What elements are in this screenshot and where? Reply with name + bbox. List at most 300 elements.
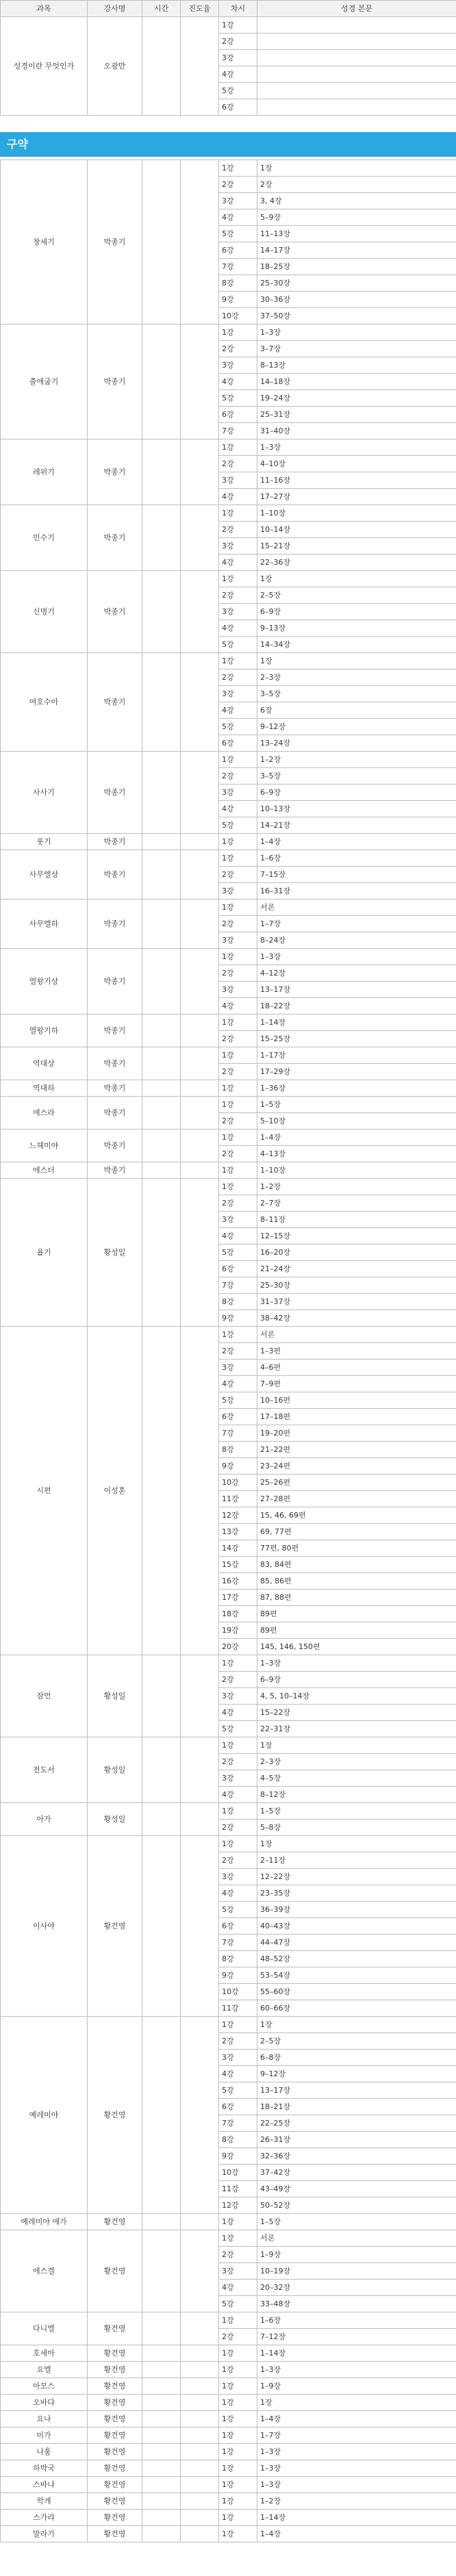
session-cell: 1강 (219, 653, 257, 669)
session-cell: 3강 (219, 50, 257, 66)
table-row (1, 1737, 456, 1754)
session-cell: 3강 (219, 1360, 257, 1376)
scripture-cell: 15–22장 (257, 1705, 456, 1721)
session-cell: 5강 (219, 1721, 257, 1737)
course-name: 오바댜 (1, 2395, 88, 2411)
session-cell: 6강 (219, 407, 257, 423)
scripture-cell: 1장 (257, 571, 456, 587)
scripture-cell: 1장 (257, 2017, 456, 2033)
scripture-cell: 5–10장 (257, 1113, 456, 1130)
session-cell: 8강 (219, 1951, 257, 1967)
course-name: 아모스 (1, 2378, 88, 2395)
scripture-cell: 1–9장 (257, 2378, 456, 2395)
scripture-cell: 1–7장 (257, 2427, 456, 2444)
session-cell: 3강 (219, 538, 257, 554)
session-cell: 6강 (219, 1409, 257, 1425)
scripture-cell: 20–32장 (257, 2280, 456, 2296)
progress-cell (181, 1803, 219, 1836)
scripture-cell: 8–13장 (257, 357, 456, 374)
time-cell (142, 1047, 181, 1080)
session-cell: 4강 (219, 66, 257, 83)
time-cell (142, 850, 181, 900)
table-row (1, 850, 456, 867)
session-cell: 6강 (219, 1918, 257, 1935)
session-cell: 10강 (219, 2165, 257, 2181)
time-cell (142, 2411, 181, 2427)
table-row (1, 2411, 456, 2427)
table-row (1, 1655, 456, 1672)
scripture-cell: 1–5장 (257, 1097, 456, 1113)
course-teacher: 황건영 (88, 2460, 142, 2477)
course-teacher: 박종기 (88, 1130, 142, 1162)
time-cell (142, 949, 181, 1015)
scripture-cell: 1–3장 (257, 324, 456, 341)
table-row (1, 324, 456, 341)
session-cell: 2강 (219, 1031, 257, 1047)
scripture-cell: 69, 77편 (257, 1524, 456, 1540)
scripture-cell: 13–17장 (257, 2082, 456, 2099)
course-teacher: 황건영 (88, 2477, 142, 2493)
scripture-cell: 14–17장 (257, 242, 456, 259)
course-teacher: 박종기 (88, 160, 142, 324)
scripture-cell: 2–3장 (257, 1754, 456, 1770)
scripture-cell: 43–49장 (257, 2181, 456, 2197)
session-cell: 5강 (219, 1902, 257, 1918)
scripture-cell: 4–12장 (257, 965, 456, 982)
scripture-cell: 23–24편 (257, 1458, 456, 1475)
progress-cell (181, 505, 219, 571)
session-cell: 4강 (219, 1705, 257, 1721)
scripture-cell: 15, 46, 69편 (257, 1507, 456, 1524)
progress-cell (181, 571, 219, 653)
scripture-cell: 26–31장 (257, 2132, 456, 2148)
session-cell: 1강 (219, 2510, 257, 2526)
table-row (1, 2362, 456, 2378)
progress-cell (181, 1015, 219, 1047)
scripture-cell: 22–36장 (257, 554, 456, 571)
scripture-cell: 31–40장 (257, 423, 456, 439)
session-cell: 1강 (219, 17, 257, 34)
session-cell: 2강 (219, 1064, 257, 1080)
table-row (1, 1047, 456, 1064)
course-name: 이사야 (1, 1836, 88, 2017)
scripture-cell: 1–5장 (257, 2214, 456, 2230)
course-teacher: 황건영 (88, 2395, 142, 2411)
scripture-cell: 6–9장 (257, 1672, 456, 1688)
session-cell: 1강 (219, 2230, 257, 2247)
scripture-cell: 1–6장 (257, 850, 456, 867)
table-row (1, 834, 456, 850)
session-cell: 2강 (219, 1195, 257, 1212)
scripture-cell: 8–11장 (257, 1212, 456, 1228)
table-row (1, 1097, 456, 1113)
scripture-cell: 4–13장 (257, 1146, 456, 1162)
scripture-cell: 1–3장 (257, 439, 456, 456)
time-cell (142, 2362, 181, 2378)
session-cell: 9강 (219, 1458, 257, 1475)
progress-cell (181, 2460, 219, 2477)
session-cell: 1강 (219, 1655, 257, 1672)
scripture-cell: 9–13장 (257, 620, 456, 637)
scripture-cell: 50–52장 (257, 2197, 456, 2214)
table-row (1, 1130, 456, 1146)
table-row (1, 1803, 456, 1820)
scripture-cell: 14–34장 (257, 637, 456, 653)
scripture-cell: 4–5장 (257, 1770, 456, 1787)
course-teacher: 박종기 (88, 1097, 142, 1130)
progress-cell (181, 949, 219, 1015)
time-cell (142, 2230, 181, 2312)
session-cell: 12강 (219, 2197, 257, 2214)
scripture-cell (257, 17, 456, 34)
table-row (1, 2460, 456, 2477)
course-teacher: 박종기 (88, 850, 142, 900)
course-name: 요엘 (1, 2362, 88, 2378)
scripture-cell: 1–2장 (257, 2493, 456, 2510)
scripture-cell: 1장 (257, 653, 456, 669)
session-cell: 2강 (219, 1113, 257, 1130)
course-teacher: 황건영 (88, 1836, 142, 2017)
scripture-cell: 서론 (257, 900, 456, 916)
course-teacher: 박종기 (88, 1047, 142, 1080)
table-row (1, 2214, 456, 2230)
scripture-cell: 2–7장 (257, 1195, 456, 1212)
progress-cell (181, 2230, 219, 2312)
scripture-cell (257, 99, 456, 116)
scripture-cell: 27–28편 (257, 1491, 456, 1507)
session-cell: 6강 (219, 242, 257, 259)
session-cell: 1강 (219, 900, 257, 916)
scripture-cell: 77편, 80편 (257, 1540, 456, 1557)
session-cell: 2강 (219, 2033, 257, 2050)
scripture-cell: 1–9장 (257, 2247, 456, 2263)
table-row (1, 2395, 456, 2411)
session-cell: 1강 (219, 439, 257, 456)
course-name: 나훔 (1, 2444, 88, 2460)
scripture-cell: 21–24장 (257, 1261, 456, 1277)
course-teacher: 황건영 (88, 2345, 142, 2362)
scripture-cell: 7–12장 (257, 2329, 456, 2345)
scripture-cell: 16–20장 (257, 1245, 456, 1261)
scripture-cell: 1–6장 (257, 2312, 456, 2329)
course-name: 에스더 (1, 1162, 88, 1179)
course-name: 민수기 (1, 505, 88, 571)
scripture-cell: 4–10장 (257, 456, 456, 472)
progress-cell (181, 1327, 219, 1655)
session-cell: 5강 (219, 817, 257, 834)
header-row (1, 1, 456, 17)
scripture-cell: 6–9장 (257, 604, 456, 620)
time-cell (142, 1130, 181, 1162)
session-cell: 5강 (219, 1392, 257, 1409)
session-cell: 11강 (219, 1491, 257, 1507)
scripture-cell: 19–20편 (257, 1425, 456, 1442)
time-cell (142, 2312, 181, 2345)
scripture-cell: 53–54장 (257, 1967, 456, 1984)
session-cell: 8강 (219, 1294, 257, 1310)
session-cell: 18강 (219, 1606, 257, 1622)
course-teacher: 황건영 (88, 2362, 142, 2378)
session-cell: 1강 (219, 2214, 257, 2230)
session-cell: 6강 (219, 99, 257, 116)
course-name: 신명기 (1, 571, 88, 653)
scripture-cell: 38–42장 (257, 1310, 456, 1327)
table-row (1, 160, 456, 177)
session-cell: 9강 (219, 1310, 257, 1327)
course-teacher: 오광만 (88, 17, 142, 116)
session-cell: 1강 (219, 2444, 257, 2460)
scripture-cell: 3–7장 (257, 341, 456, 357)
session-cell: 5강 (219, 637, 257, 653)
scripture-cell (257, 66, 456, 83)
scripture-cell: 1–3편 (257, 1343, 456, 1360)
time-cell (142, 2378, 181, 2395)
time-cell (142, 160, 181, 324)
course-teacher: 박종기 (88, 1015, 142, 1047)
scripture-cell: 1–14장 (257, 2510, 456, 2526)
scripture-cell: 8–24장 (257, 932, 456, 949)
table-row (1, 571, 456, 587)
scripture-cell: 서론 (257, 1327, 456, 1343)
table-row (1, 1080, 456, 1097)
course-name: 예레미야 (1, 2017, 88, 2214)
scripture-cell: 9–12장 (257, 719, 456, 735)
time-cell (142, 2017, 181, 2214)
scripture-cell: 2–5장 (257, 2033, 456, 2050)
session-cell: 2강 (219, 669, 257, 686)
table-row (1, 2526, 456, 2542)
scripture-cell: 89편 (257, 1606, 456, 1622)
scripture-cell: 22–25장 (257, 2115, 456, 2132)
session-cell: 2강 (219, 1820, 257, 1836)
session-cell: 2강 (219, 1343, 257, 1360)
scripture-cell: 11–13장 (257, 226, 456, 242)
session-cell: 2강 (219, 1146, 257, 1162)
course-teacher: 박종기 (88, 1162, 142, 1179)
session-cell: 1강 (219, 2427, 257, 2444)
scripture-cell: 2장 (257, 177, 456, 193)
scripture-cell: 10–19장 (257, 2263, 456, 2280)
time-cell (142, 1097, 181, 1130)
scripture-cell: 25–26편 (257, 1475, 456, 1491)
scripture-cell: 44–47장 (257, 1935, 456, 1951)
progress-cell (181, 439, 219, 505)
scripture-cell: 23–35장 (257, 1885, 456, 1902)
scripture-cell: 15–25장 (257, 1031, 456, 1047)
session-cell: 6강 (219, 735, 257, 752)
scripture-cell: 1–2장 (257, 752, 456, 768)
session-cell: 3강 (219, 686, 257, 702)
scripture-cell: 7–9편 (257, 1376, 456, 1392)
session-cell: 7강 (219, 1935, 257, 1951)
session-cell: 2강 (219, 456, 257, 472)
course-teacher: 황건영 (88, 2312, 142, 2345)
course-teacher: 박종기 (88, 900, 142, 949)
session-cell: 1강 (219, 1047, 257, 1064)
course-name: 잠언 (1, 1655, 88, 1737)
course-name: 출애굽기 (1, 324, 88, 439)
courses-body (1, 160, 456, 2542)
session-cell: 1강 (219, 2345, 257, 2362)
scripture-cell: 3–5장 (257, 768, 456, 785)
scripture-cell: 89편 (257, 1622, 456, 1639)
table-row (1, 2444, 456, 2460)
course-teacher: 황건영 (88, 2378, 142, 2395)
session-cell: 1강 (219, 1130, 257, 1146)
scripture-cell: 1–17장 (257, 1047, 456, 1064)
session-cell: 2강 (219, 587, 257, 604)
progress-cell (181, 850, 219, 900)
time-cell (142, 653, 181, 752)
scripture-cell (257, 50, 456, 66)
time-cell (142, 1655, 181, 1737)
table-row (1, 1327, 456, 1343)
scripture-cell: 9–12장 (257, 2066, 456, 2082)
table-row (1, 2477, 456, 2493)
session-cell: 1강 (219, 571, 257, 587)
course-name: 다니엘 (1, 2312, 88, 2345)
session-cell: 5강 (219, 2296, 257, 2312)
session-cell: 1강 (219, 1327, 257, 1343)
scripture-cell: 55–60장 (257, 1984, 456, 2000)
course-name: 시편 (1, 1327, 88, 1655)
progress-cell (181, 1836, 219, 2017)
progress-cell (181, 900, 219, 949)
table-row (1, 752, 456, 768)
scripture-cell: 21–22편 (257, 1442, 456, 1458)
time-cell (142, 834, 181, 850)
session-cell: 19강 (219, 1622, 257, 1639)
course-name: 호세아 (1, 2345, 88, 2362)
session-cell: 2강 (219, 2329, 257, 2345)
progress-cell (181, 1179, 219, 1327)
time-cell (142, 2477, 181, 2493)
session-cell: 3강 (219, 604, 257, 620)
session-cell: 9강 (219, 1967, 257, 1984)
session-cell: 1강 (219, 834, 257, 850)
session-cell: 2강 (219, 768, 257, 785)
time-cell (142, 2493, 181, 2510)
progress-cell (181, 2214, 219, 2230)
table-row (1, 1162, 456, 1179)
progress-cell (181, 324, 219, 439)
course-name: 미가 (1, 2427, 88, 2444)
session-cell: 12강 (219, 1507, 257, 1524)
session-cell: 2강 (219, 522, 257, 538)
time-cell (142, 1836, 181, 2017)
session-cell: 4강 (219, 702, 257, 719)
scripture-cell: 1–3장 (257, 2444, 456, 2460)
session-cell: 7강 (219, 1425, 257, 1442)
scripture-cell: 33–48장 (257, 2296, 456, 2312)
scripture-cell: 13–17장 (257, 982, 456, 998)
session-cell: 5강 (219, 719, 257, 735)
session-cell: 5강 (219, 1245, 257, 1261)
course-name: 창세기 (1, 160, 88, 324)
time-cell (142, 2444, 181, 2460)
scripture-cell: 12–15장 (257, 1228, 456, 1245)
course-name: 레위기 (1, 439, 88, 505)
course-teacher: 박종기 (88, 571, 142, 653)
scripture-cell: 1–2장 (257, 1179, 456, 1195)
progress-cell (181, 2526, 219, 2542)
scripture-cell: 1–36장 (257, 1080, 456, 1097)
session-cell: 9강 (219, 2148, 257, 2165)
session-cell: 4강 (219, 1376, 257, 1392)
course-teacher: 박종기 (88, 324, 142, 439)
course-name: 여호수아 (1, 653, 88, 752)
time-cell (142, 324, 181, 439)
time-cell (142, 1162, 181, 1179)
time-cell (142, 2214, 181, 2230)
table-row (1, 1015, 456, 1031)
progress-cell (181, 653, 219, 752)
session-cell: 3강 (219, 1869, 257, 1885)
scripture-cell: 1–3장 (257, 2477, 456, 2493)
scripture-cell: 2–5장 (257, 587, 456, 604)
session-cell: 4강 (219, 209, 257, 226)
progress-cell (181, 2427, 219, 2444)
course-teacher: 황건영 (88, 2230, 142, 2312)
table-row (1, 1836, 456, 1852)
progress-cell (181, 1655, 219, 1737)
scripture-cell: 1–4장 (257, 1130, 456, 1146)
scripture-cell: 1–10장 (257, 1162, 456, 1179)
scripture-cell: 16–31장 (257, 883, 456, 900)
course-teacher: 박종기 (88, 949, 142, 1015)
session-cell: 2강 (219, 916, 257, 932)
table-row (1, 439, 456, 456)
session-cell: 4강 (219, 998, 257, 1015)
session-cell: 2강 (219, 1852, 257, 1869)
scripture-cell: 4, 5, 10–14장 (257, 1688, 456, 1705)
time-cell (142, 1080, 181, 1097)
scripture-cell: 13–24장 (257, 735, 456, 752)
session-cell: 11강 (219, 2000, 257, 2017)
session-cell: 1강 (219, 324, 257, 341)
courses-table (0, 160, 456, 2542)
scripture-cell: 6장 (257, 702, 456, 719)
session-cell: 2강 (219, 34, 257, 50)
session-cell: 3강 (219, 785, 257, 801)
session-cell: 2강 (219, 1672, 257, 1688)
time-cell (142, 2345, 181, 2362)
section-title: 구약 (0, 132, 456, 157)
scripture-cell: 1–4장 (257, 834, 456, 850)
scripture-cell: 1장 (257, 1836, 456, 1852)
table-row (1, 2312, 456, 2329)
progress-cell (181, 2444, 219, 2460)
scripture-cell: 60–66장 (257, 2000, 456, 2017)
scripture-cell: 25–30장 (257, 1277, 456, 1294)
table-row (1, 2378, 456, 2395)
scripture-cell: 30–36장 (257, 292, 456, 308)
session-cell: 1강 (219, 2460, 257, 2477)
scripture-cell: 1–14장 (257, 1015, 456, 1031)
session-cell: 4강 (219, 489, 257, 505)
scripture-cell: 40–43장 (257, 1918, 456, 1935)
course-name: 느헤미야 (1, 1130, 88, 1162)
course-teacher: 황건영 (88, 2510, 142, 2526)
time-cell (142, 900, 181, 949)
session-cell: 1강 (219, 160, 257, 177)
session-cell: 1강 (219, 752, 257, 768)
scripture-cell: 25–30장 (257, 275, 456, 292)
scripture-cell: 5–8장 (257, 1820, 456, 1836)
progress-cell (181, 752, 219, 834)
scripture-cell: 서론 (257, 2230, 456, 2247)
scripture-cell: 1–14장 (257, 2345, 456, 2362)
